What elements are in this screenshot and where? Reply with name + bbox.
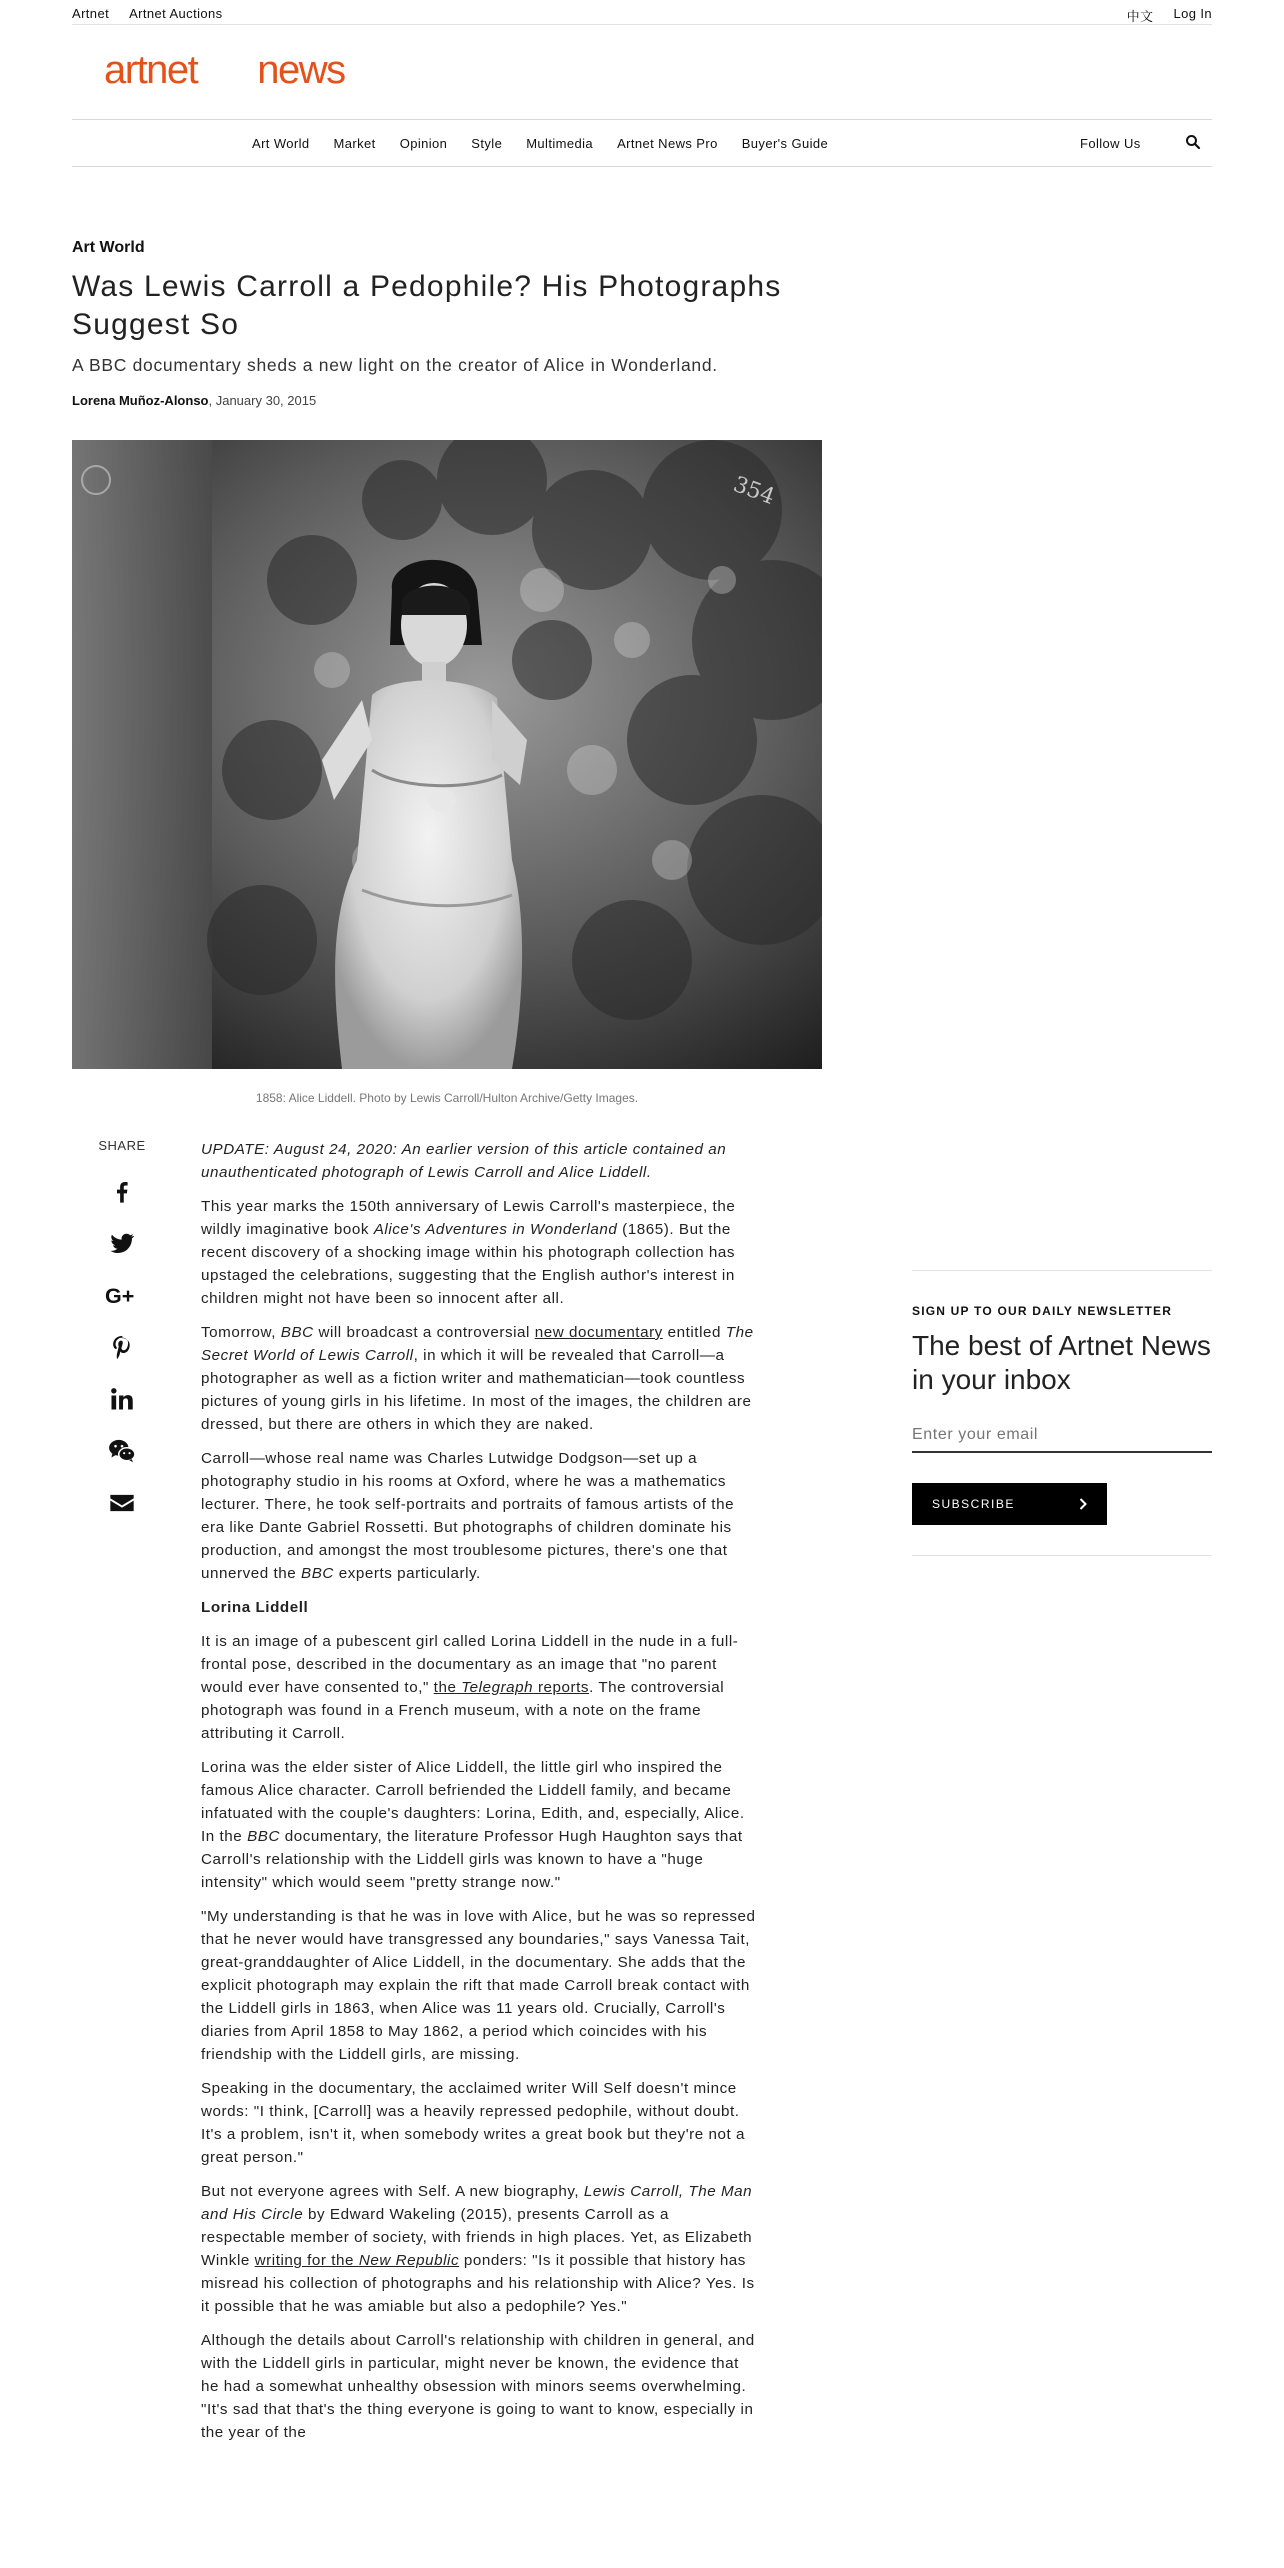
main-nav <box>72 119 1212 167</box>
image-caption: 1858: Alice Liddell. Photo by Lewis Carroll/Hulton Archive/Getty Images. <box>255 1091 639 1105</box>
logo-news: news <box>257 48 345 92</box>
telegraph-link[interactable]: the Telegraph reports <box>433 1679 590 1696</box>
login-link[interactable]: Log In <box>1173 6 1212 21</box>
follow-us-link[interactable]: Follow Us <box>1080 136 1141 151</box>
paragraph: Tomorrow, BBC will broadcast a controversial new documentary entitled The Secret World of Lewis Carroll, in which it will be revealed that Carroll—a photographer as well as a fiction writer and mathematician—took countless pictures of young girls in his lifetime. In most of the images, the children are dressed, but there are others in which they are naked. <box>201 1324 754 1433</box>
newsletter-heading: The best of Artnet News in your inbox <box>912 1330 1211 1395</box>
nav-item-news-pro[interactable]: Artnet News Pro <box>617 136 718 151</box>
topbar-link-artnet[interactable]: Artnet <box>72 6 110 21</box>
paragraph: But not everyone agrees with Self. A new biography, Lewis Carroll, The Man and His Circle by Edward Wakeling (2015), presents Carroll as a respectable member of society, with friends in high places. Yet, as Elizabeth Winkle writing for the New Republic ponders: "Is it possible that history has misread his collection of photographs and his relationship with Alice? Yes. Is it possible that he was amiable but also a pedophile? Yes." <box>201 2183 755 2315</box>
author-name[interactable]: Lorena Muñoz-Alonso <box>72 393 209 408</box>
article-subtitle: A BBC documentary sheds a new light on the creator of Alice in Wonderland. <box>72 355 718 375</box>
photo-plate-number: 354 <box>729 472 778 511</box>
hero-image <box>72 440 822 1069</box>
nav-item-style[interactable]: Style <box>471 136 503 151</box>
new-republic-link[interactable]: writing for the New Republic <box>254 2252 460 2269</box>
nav-item-art-world[interactable]: Art World <box>252 136 310 151</box>
share-bar <box>72 1138 172 1517</box>
google-plus-icon[interactable] <box>105 1281 139 1309</box>
search-icon[interactable] <box>1185 134 1201 150</box>
nav-item-opinion[interactable]: Opinion <box>399 136 448 151</box>
chevron-right-icon <box>1079 1498 1087 1510</box>
share-label: SHARE <box>98 1138 146 1153</box>
pinterest-icon[interactable] <box>108 1333 136 1361</box>
email-field[interactable] <box>912 1419 1212 1453</box>
nav-item-multimedia[interactable]: Multimedia <box>526 136 594 151</box>
paragraph: Although the details about Carroll's relationship with children in general, and with the Liddell girls in particular, might never be known, the evidence that he had a somewhat unhealthy obsession with minors seems overwhelming. "It's sad that that's the thing everyone is going to want to know, especially in the year of the <box>201 2332 755 2441</box>
svg-text:G+: G+ <box>105 1283 135 1308</box>
nav-item-market[interactable]: Market <box>333 136 376 151</box>
linkedin-icon[interactable] <box>108 1385 136 1413</box>
hero-photo <box>72 440 822 1069</box>
article-category[interactable]: Art World <box>72 239 145 256</box>
language-link[interactable]: 中文 <box>1126 9 1154 24</box>
paragraph: This year marks the 150th anniversary of Lewis Carroll's masterpiece, the wildly imaginative book Alice's Adventures in Wonderland (1865). But the recent discovery of a shocking image within his photograph collection has upstaged the celebrations, suggesting that the English author's interest in children might not have been so innocent after all. <box>201 1198 736 1307</box>
site-logo[interactable] <box>104 48 345 93</box>
paragraph: "My understanding is that he was in love with Alice, but he was so repressed that he never would have transgressed any boundaries," says Vanessa Tait, great-granddaughter of Alice Liddell, in the documentary. She adds that the explicit photograph may explain the rift that made Carroll break contact with the Liddell girls in 1863, when Alice was 11 years old. Crucially, Carroll's diaries from April 1858 to May 1862, a period which coincides with his friendship with the Liddell girls, are missing. <box>201 1908 756 2063</box>
paragraph: Speaking in the documentary, the acclaimed writer Will Self doesn't mince words: "I think, [Carroll] was a heavily repressed pedophile, without doubt. It's a problem, isn't it, when somebody writes a great book but they're not a great person." <box>201 2080 746 2166</box>
facebook-icon[interactable] <box>108 1177 136 1205</box>
email-icon[interactable] <box>108 1489 136 1517</box>
paragraph: Carroll—whose real name was Charles Lutwidge Dodgson—set up a photography studio in his rooms at Oxford, where he was a mathematics lecturer. There, he took self-portraits and portraits of famous artists of the era like Dante Gabriel Rossetti. But photographs of children dominate his production, and amongst the most troublesome pictures, there's one that unnerved the BBC experts particularly. <box>201 1450 735 1582</box>
paragraph: It is an image of a pubescent girl called Lorina Liddell in the nude in a full-frontal pose, described in the documentary as an image that "no parent would ever have consented to," the Telegraph reports. The controversial photograph was found in a French museum, with a note on the frame attributing it Carroll. <box>201 1633 739 1742</box>
byline <box>72 393 316 408</box>
logo-artnet: artnet <box>104 48 198 92</box>
article-subheading: Lorina Liddell <box>201 1599 309 1616</box>
publish-date: , January 30, 2015 <box>208 393 317 408</box>
top-bar <box>72 0 1212 25</box>
nav-item-buyers-guide[interactable]: Buyer's Guide <box>741 136 829 151</box>
twitter-icon[interactable] <box>108 1229 136 1257</box>
topbar-link-auctions[interactable]: Artnet Auctions <box>129 6 223 21</box>
newsletter-signup <box>912 1270 1212 1556</box>
subscribe-label: SUBSCRIBE <box>932 1497 1015 1511</box>
wechat-icon[interactable] <box>108 1437 136 1465</box>
documentary-link[interactable]: new documentary <box>534 1324 663 1341</box>
subscribe-button[interactable] <box>912 1483 1107 1525</box>
article-title: Was Lewis Carroll a Pedophile? His Photographs Suggest So <box>72 270 782 341</box>
article-body <box>201 1138 758 2455</box>
newsletter-eyebrow: SIGN UP TO OUR DAILY NEWSLETTER <box>912 1304 1173 1318</box>
paragraph: Lorina was the elder sister of Alice Liddell, the little girl who inspired the famous Alice character. Carroll befriended the Liddell family, and became infatuated with the couple's daughters: Lorina, Edith, and, especially, Alice. In the BBC documentary, the literature Professor Hugh Haughton says that Carroll's relationship with the Liddell girls was known to have a "huge intensity" which would seem "pretty strange now." <box>201 1759 745 1891</box>
update-note: UPDATE: August 24, 2020: An earlier version of this article contained an unauthenticated photograph of Lewis Carroll and Alice Liddell. <box>201 1141 727 1181</box>
